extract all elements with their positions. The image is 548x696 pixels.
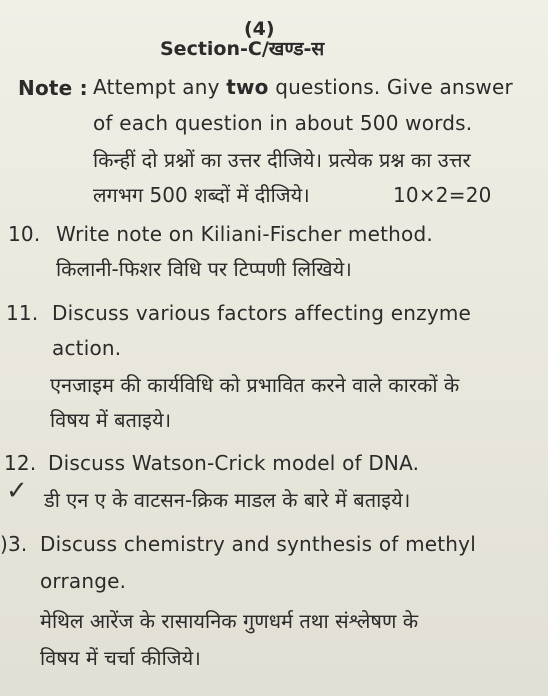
note-label: Note : [18,76,88,100]
question-hindi-line: विषय में बताइये। [50,408,172,432]
question-english-line: action. [52,336,122,360]
page-number: (4) [244,18,275,40]
note-line-1-suffix: questions. Give answer [275,75,513,99]
question-number: )3. [0,532,28,556]
question-english-line: Discuss various factors affecting enzyme [52,301,472,325]
question-english-line: Write note on Kiliani-Fischer method. [56,222,433,246]
question-hindi-line: विषय में चर्चा कीजिये। [40,646,201,670]
note-line-1 [93,77,513,97]
note-line-2: of each question in about 500 words. [93,111,473,135]
note-hindi-line-1: किन्हीं दो प्रश्नों का उत्तर दीजिये। प्रत्येक प्रश्न का उत्तर [93,148,471,172]
question-hindi-line: मेथिल आरेंज के रासायनिक गुणधर्म तथा संश्लेषण के [40,609,419,633]
question-english-line: Discuss chemistry and synthesis of methyl [40,532,476,556]
question-english-line: Discuss Watson-Crick model of DNA. [48,451,420,475]
note-line-1-bold: two [226,75,269,99]
note-marks: 10×2=20 [393,183,492,207]
question-hindi-line: किलानी-फिशर विधि पर टिप्पणी लिखिये। [56,257,352,281]
question-english-line: orrange. [40,569,127,593]
question-number: 10. [8,222,41,246]
note-line-1-prefix: Attempt any [93,75,220,99]
note-hindi-line-2: लगभग 500 शब्दों में दीजिये। [93,183,310,207]
question-number: 12. [4,451,37,475]
question-hindi-line: एनजाइम की कार्यविधि को प्रभावित करने वाले कारकों के [50,373,460,397]
question-hindi-line: डी एन ए के वाटसन-क्रिक माडल के बारे में बताइये। [44,488,411,512]
check-mark-icon: ✓ [6,476,28,506]
section-title: Section-C/खण्ड-स [160,38,325,60]
question-number: 11. [6,301,39,325]
